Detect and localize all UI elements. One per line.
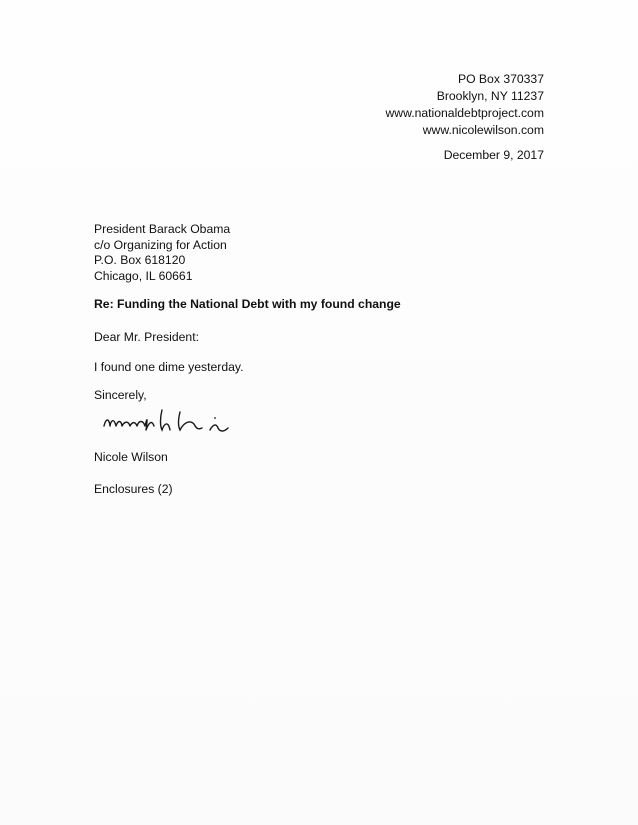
return-address bbox=[385, 71, 544, 139]
salutation: Dear Mr. President: bbox=[94, 330, 199, 344]
subject-line: Re: Funding the National Debt with my found change bbox=[94, 297, 401, 311]
recipient-city-state-zip: Chicago, IL 60661 bbox=[94, 268, 193, 283]
recipient-address bbox=[94, 222, 230, 284]
recipient-po-box: P.O. Box 618120 bbox=[94, 253, 186, 267]
signer-name: Nicole Wilson bbox=[94, 450, 168, 464]
recipient-name: President Barack Obama bbox=[94, 222, 231, 236]
handwritten-signature bbox=[102, 404, 252, 440]
closing: Sincerely, bbox=[94, 388, 147, 402]
website-link-2: www.nicolewilson.com bbox=[422, 123, 544, 137]
enclosures-note: Enclosures (2) bbox=[94, 482, 173, 496]
recipient-care-of: c/o Organizing for Action bbox=[94, 237, 227, 252]
website-link-1: www.nationaldebtproject.com bbox=[385, 106, 544, 120]
letter-body: I found one dime yesterday. bbox=[94, 360, 244, 374]
return-address-line1: PO Box 370337 bbox=[457, 72, 544, 86]
return-address-line2: Brooklyn, NY 11237 bbox=[436, 89, 544, 103]
letter-date: December 9, 2017 bbox=[443, 148, 544, 162]
